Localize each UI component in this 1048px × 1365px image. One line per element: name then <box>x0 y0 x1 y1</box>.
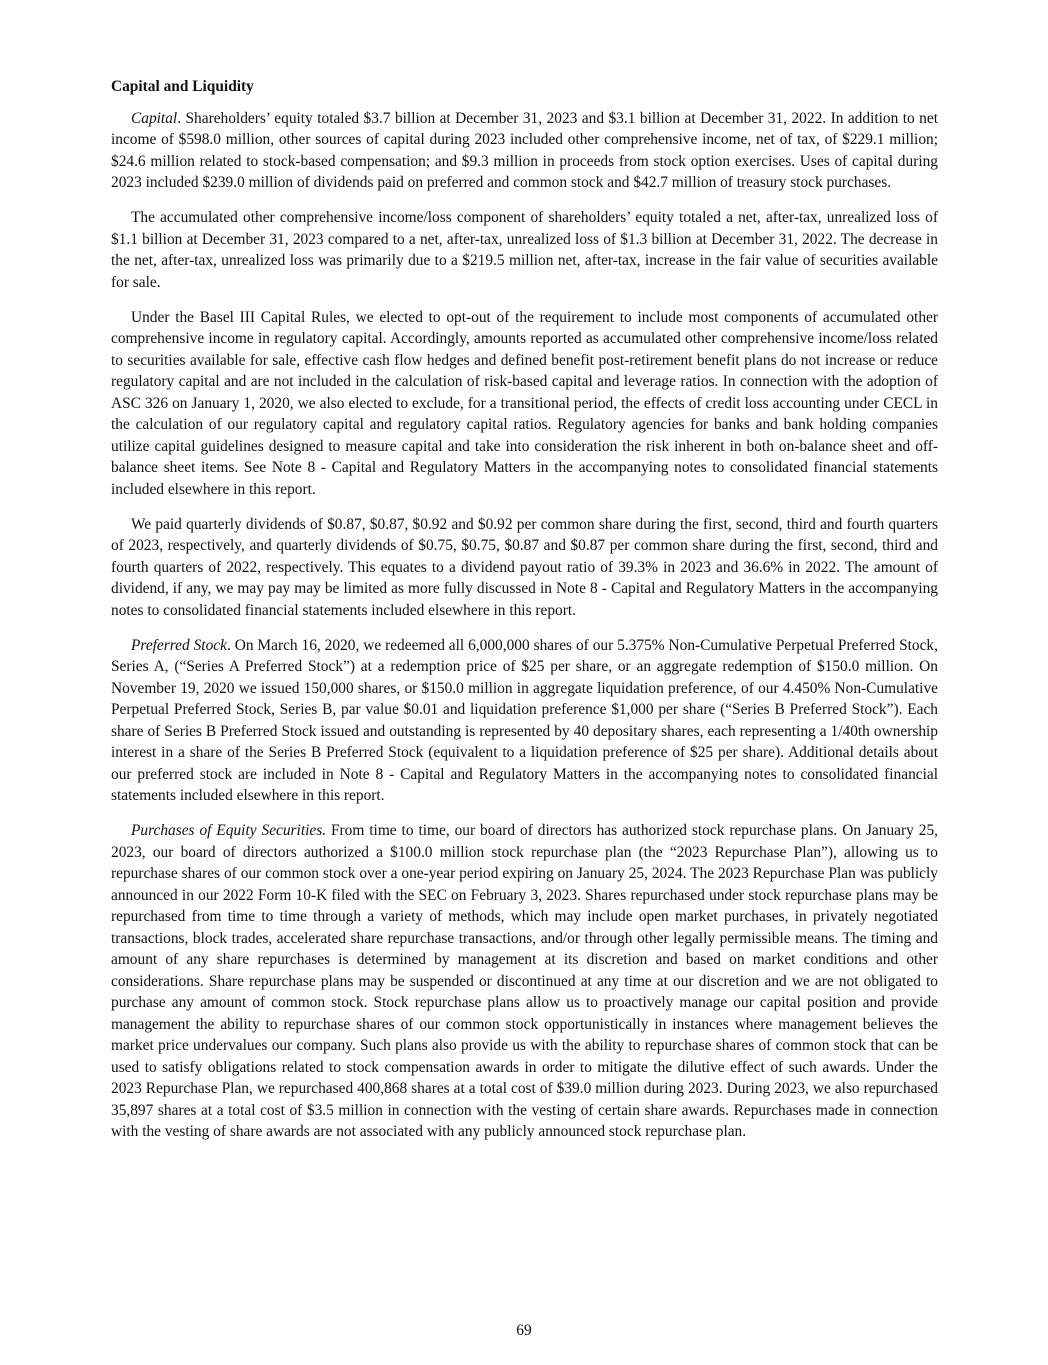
page-number: 69 <box>516 1322 532 1339</box>
paragraph-body: . On March 16, 2020, we redeemed all 6,000,000 shares of our 5.375% Non-Cumulative Perpetual Preferred Stock, Series A, (“Series A Preferred Stock”) at a redemption price of $25 per share, or an aggregate redemption of $150.0 million. On November 19, 2020 we issued 150,000 shares, or $150.0 million in aggregate liquidation preference, of our 4.450% Non-Cumulative Perpetual Preferred Stock, Series B, par value $0.01 and liquidation preference $1,000 per share (“Series B Preferred Stock”). Each share of Series B Preferred Stock issued and outstanding is represented by 40 depositary shares, each representing a 1/40th ownership interest in a share of the Series B Preferred Stock (equivalent to a liquidation preference of $25 per share). Additional details about our preferred stock are included in Note 8 - Capital and Regulatory Matters in the accompanying notes to consolidated financial statements included elsewhere in this report. <box>111 636 938 804</box>
paragraph-lead-equity-purchases: Purchases of Equity Securities. <box>131 822 327 839</box>
paragraph-body: From time to time, our board of directors has authorized stock repurchase plans. On January 25, 2023, our board of directors authorized a $100.0 million stock repurchase plan (the “2023 Repurchase Plan”), allowing us to repurchase shares of our common stock over a one-year period expiring on January 25, 2024. The 2023 Repurchase Plan was publicly announced in our 2022 Form 10-K filed with the SEC on February 3, 2023. Shares repurchased under stock repurchase plans may be repurchased from time to time through a variety of methods, which may include open market purchases, in privately negotiated transactions, block trades, accelerated share repurchase transactions, and/or through other legally permissible means. The timing and amount of any share repurchases is determined by management at its discretion and based on market conditions and other considerations. Share repurchase plans may be suspended or discontinued at any time at our discretion and we are not obligated to purchase any amount of common stock. Stock repurchase plans allow us to proactively manage our capital position and provide management the ability to repurchase shares of our common stock opportunistically in instances where management believes the market price undervalues our company. Such plans also provide us with the ability to repurchase shares of common stock that can be used to satisfy obligations related to stock compensation awards in order to mitigate the dilutive effect of such awards. Under the 2023 Repurchase Plan, we repurchased 400,868 shares at a total cost of $39.0 million during 2023. During 2023, we also repurchased 35,897 shares at a total cost of $3.5 million in connection with the vesting of certain share awards. Repurchases made in connection with the vesting of share awards are not associated with any publicly announced stock repurchase plan. <box>111 822 938 1140</box>
paragraph-dividends <box>111 514 938 622</box>
paragraph-lead-preferred-stock: Preferred Stock <box>131 636 227 654</box>
paragraph-lead-capital: Capital <box>131 109 178 127</box>
document-page <box>111 76 938 1156</box>
paragraph-equity-purchases <box>111 820 938 1143</box>
section-heading: Capital and Liquidity <box>111 78 254 95</box>
paragraph-body: Under the Basel III Capital Rules, we elected to opt-out of the requirement to include most components of accumulated other comprehensive income in regulatory capital. Accordingly, amounts reported as accumulated other comprehensive income/loss related to securities available for sale, effective cash flow hedges and defined benefit post-retirement benefit plans do not increase or reduce regulatory capital and are not included in the calculation of risk-based capital and leverage ratios. In connection with the adoption of ASC 326 on January 1, 2020, we also elected to exclude, for a transitional period, the effects of credit loss accounting under CECL in the calculation of our regulatory capital and regulatory capital ratios. Regulatory agencies for banks and bank holding companies utilize capital guidelines designed to measure capital and take into consideration the risk inherent in both on-balance sheet and off-balance sheet items. See Note 8 - Capital and Regulatory Matters in the accompanying notes to consolidated financial statements included elsewhere in this report. <box>111 308 938 498</box>
paragraph-body: The accumulated other comprehensive income/loss component of shareholders’ equity totaled a net, after-tax, unrealized loss of $1.1 billion at December 31, 2023 compared to a net, after-tax, unrealized loss of $1.3 billion at December 31, 2022. The decrease in the net, after-tax, unrealized loss was primarily due to a $219.5 million net, after-tax, increase in the fair value of securities available for sale. <box>111 209 938 291</box>
paragraph-preferred-stock <box>111 635 938 807</box>
paragraph-body: We paid quarterly dividends of $0.87, $0.87, $0.92 and $0.92 per common share during the first, second, third and fourth quarters of 2023, respectively, and quarterly dividends of $0.75, $0.75, $0.87 and $0.87 per common share during the first, second, third and fourth quarters of 2022, respectively. This equates to a dividend payout ratio of 39.3% in 2023 and 36.6% in 2022. The amount of dividend, if any, we may pay may be limited as more fully discussed in Note 8 - Capital and Regulatory Matters in the accompanying notes to consolidated financial statements included elsewhere in this report. <box>111 515 938 619</box>
paragraph-body: . Shareholders’ equity totaled $3.7 billion at December 31, 2023 and $3.1 billion at December 31, 2022. In addition to net income of $598.0 million, other sources of capital during 2023 included other comprehensive income, net of tax, of $229.1 million; $24.6 million related to stock-based compensation; and $9.3 million in proceeds from stock option exercises. Uses of capital during 2023 included $239.0 million of dividends paid on preferred and common stock and $42.7 million of treasury stock purchases. <box>111 109 938 191</box>
paragraph-capital <box>111 108 938 194</box>
paragraph-aoci <box>111 207 938 293</box>
paragraph-basel-iii <box>111 307 938 501</box>
